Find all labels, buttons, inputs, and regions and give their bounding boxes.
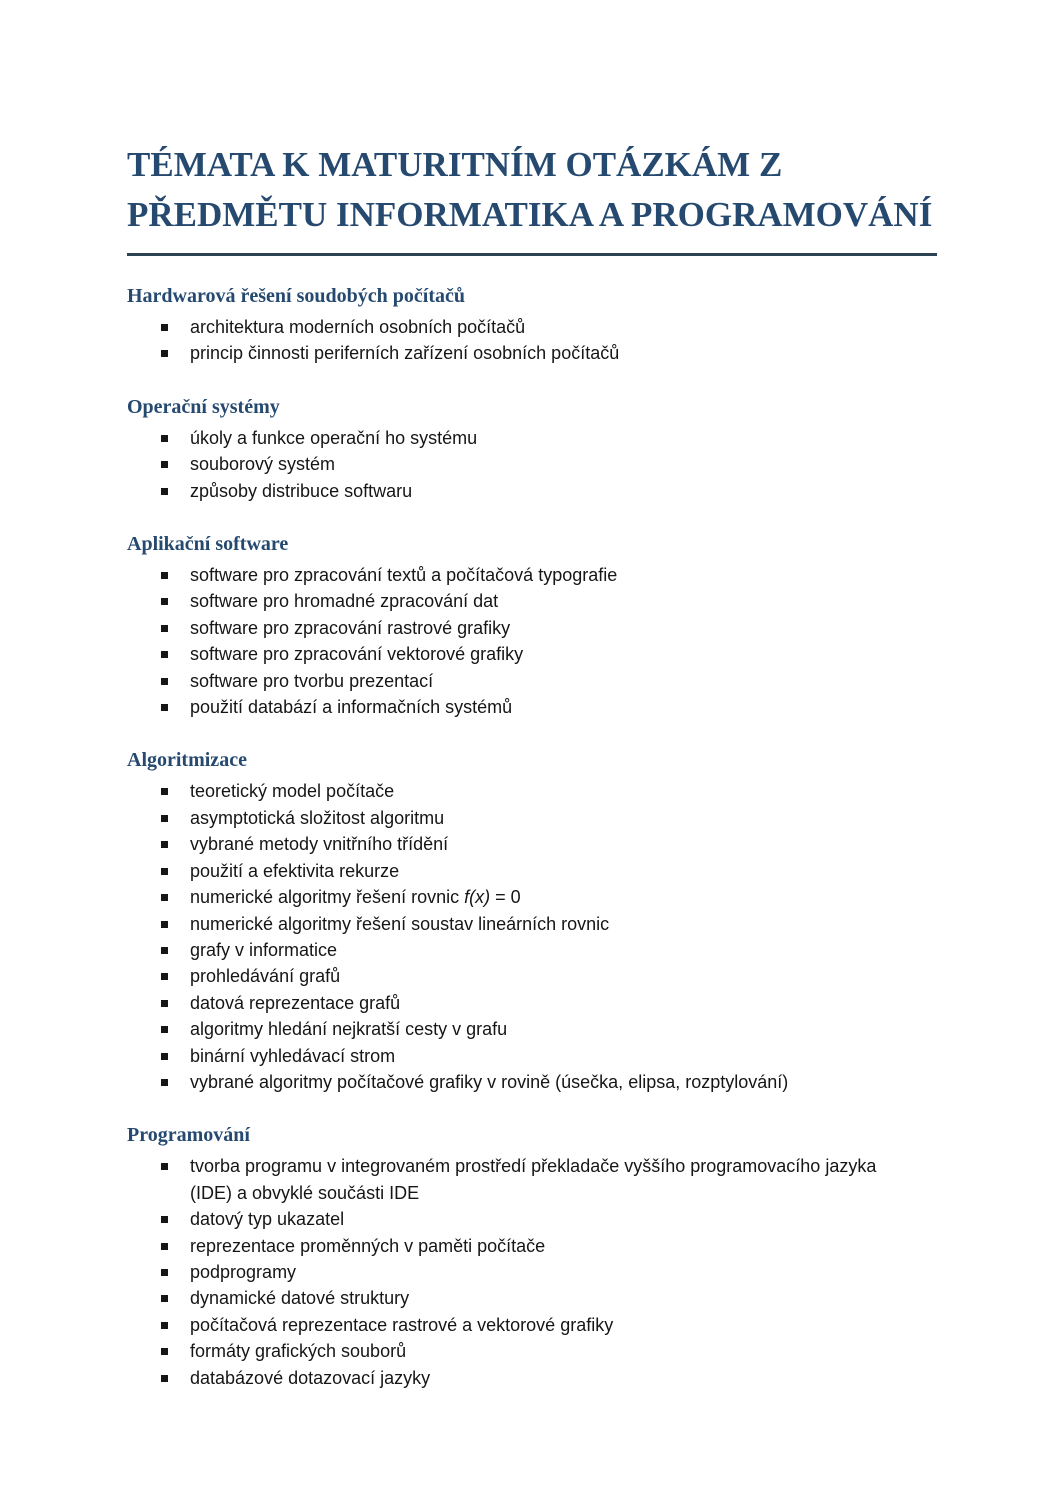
- section-programovani: [127, 1122, 937, 1391]
- list-item: [127, 1312, 937, 1338]
- title-rule-divider: [127, 253, 937, 256]
- bullet-icon: [161, 1163, 168, 1170]
- item-text: software pro zpracování vektorové grafiky: [190, 644, 524, 665]
- item-text: formáty grafických souborů: [190, 1341, 407, 1362]
- bullet-icon: [161, 651, 168, 658]
- bullet-icon: [161, 572, 168, 579]
- list-item: [127, 451, 937, 477]
- list-item: [127, 937, 937, 963]
- bullet-icon: [161, 868, 168, 875]
- bullet-icon: [161, 488, 168, 495]
- list-item: [127, 778, 937, 804]
- topic-list: [127, 425, 937, 504]
- item-text: způsoby distribuce softwaru: [190, 480, 413, 501]
- bullet-icon: [161, 1375, 168, 1382]
- list-item: [127, 1233, 937, 1259]
- equation-fx: f(x): [464, 887, 491, 908]
- item-text: dynamické datové struktury: [190, 1288, 410, 1309]
- list-item: [127, 858, 937, 884]
- topic-list: [127, 314, 937, 367]
- section-heading: Aplikační software: [127, 533, 289, 556]
- section-algoritmizace: [127, 747, 937, 1095]
- list-item: [127, 1069, 937, 1095]
- bullet-icon: [161, 350, 168, 357]
- item-text: asymptotická složitost algoritmu: [190, 807, 445, 828]
- item-text: databázové dotazovací jazyky: [190, 1367, 431, 1388]
- bullet-icon: [161, 704, 168, 711]
- list-item: [127, 478, 937, 504]
- item-text: úkoly a funkce operační ho systému: [190, 427, 478, 448]
- bullet-icon: [161, 678, 168, 685]
- item-text: princip činnosti periferních zařízení osobních počítačů: [190, 343, 620, 364]
- bullet-icon: [161, 788, 168, 795]
- list-item: [127, 588, 937, 614]
- list-item: [127, 425, 937, 451]
- item-text: binární vyhledávací strom: [190, 1045, 396, 1066]
- section-aplikacni-software: [127, 531, 937, 720]
- bullet-icon: [161, 1348, 168, 1355]
- list-item: [127, 911, 937, 937]
- section-heading: Programování: [127, 1124, 250, 1147]
- item-text: algoritmy hledání nejkratší cesty v grafu: [190, 1019, 508, 1040]
- bullet-icon: [161, 947, 168, 954]
- bullet-icon: [161, 815, 168, 822]
- item-text: použití a efektivita rekurze: [190, 860, 400, 881]
- list-item: [127, 831, 937, 857]
- list-item: [127, 694, 937, 720]
- item-text: grafy v informatice: [190, 939, 338, 960]
- bullet-icon: [161, 625, 168, 632]
- section-operacni-systemy: [127, 394, 937, 504]
- document-title: TÉMATA K MATURITNÍM OTÁZKÁM Z PŘEDMĚTU INFORMATIKA A PROGRAMOVÁNÍ: [127, 145, 933, 234]
- item-text: architektura moderních osobních počítačů: [190, 317, 526, 337]
- item-text: vybrané algoritmy počítačové grafiky v rovině (úsečka, elipsa, rozptylování): [190, 1071, 789, 1092]
- item-text: software pro hromadné zpracování dat: [190, 591, 499, 612]
- item-text: vybrané metody vnitřního třídění: [190, 834, 449, 855]
- bullet-icon: [161, 324, 168, 331]
- item-text: prohledávání grafů: [190, 966, 341, 987]
- item-text: numerické algoritmy řešení soustav lineárních rovnic: [190, 913, 610, 934]
- item-text: teoretický model počítače: [190, 781, 395, 802]
- list-item: [127, 562, 937, 588]
- bullet-icon: [161, 1026, 168, 1033]
- item-text: software pro tvorbu prezentací: [190, 670, 434, 691]
- topic-list: [127, 778, 937, 1095]
- bullet-icon: [161, 1079, 168, 1086]
- item-text: použití databází a informačních systémů: [190, 697, 513, 718]
- list-item: [127, 990, 937, 1016]
- item-text: software pro zpracování rastrové grafiky: [190, 617, 511, 638]
- bullet-icon: [161, 1000, 168, 1007]
- list-item: [127, 1338, 937, 1364]
- list-item: [127, 340, 937, 366]
- bullet-icon: [161, 841, 168, 848]
- list-item: [127, 641, 937, 667]
- bullet-icon: [161, 973, 168, 980]
- bullet-icon: [161, 1295, 168, 1302]
- equation-suffix: = 0: [490, 887, 521, 908]
- list-item: [127, 1206, 937, 1232]
- list-item: [127, 1259, 937, 1285]
- bullet-icon: [161, 598, 168, 605]
- item-text: software pro zpracování textů a počítačová typografie: [190, 565, 618, 586]
- list-item: [127, 1365, 937, 1391]
- list-item: [127, 668, 937, 694]
- bullet-icon: [161, 1243, 168, 1250]
- list-item: [127, 1285, 937, 1311]
- bullet-icon: [161, 894, 168, 901]
- equation-prefix: numerické algoritmy řešení rovnic: [190, 887, 465, 908]
- item-text: podprogramy: [190, 1261, 297, 1282]
- item-text: souborový systém: [190, 454, 336, 475]
- item-text: datový typ ukazatel: [190, 1209, 345, 1230]
- bullet-icon: [161, 1322, 168, 1329]
- bullet-icon: [161, 1269, 168, 1276]
- list-item: [127, 805, 937, 831]
- list-item: [127, 1043, 937, 1069]
- list-item-equation: [127, 884, 937, 910]
- list-item: [127, 615, 937, 641]
- section-heading: Hardwarová řešení soudobých počítačů: [127, 285, 465, 307]
- section-heading: Operační systémy: [127, 395, 280, 418]
- item-text: počítačová reprezentace rastrové a vektorové grafiky: [190, 1314, 614, 1335]
- list-item: [127, 963, 937, 989]
- item-text: reprezentace proměnných v paměti počítače: [190, 1235, 546, 1256]
- item-text: datová reprezentace grafů: [190, 992, 401, 1013]
- section-hardware: [127, 283, 937, 367]
- list-item: [127, 1016, 937, 1042]
- list-item: [127, 1153, 937, 1206]
- topic-list: [127, 1153, 937, 1391]
- item-text: tvorba programu v integrovaném prostředí překladače vyššího programovacího jazyka (IDE) a obvyklé součásti IDE: [190, 1156, 877, 1203]
- topic-list: [127, 562, 937, 720]
- bullet-icon: [161, 435, 168, 442]
- list-item: [127, 314, 937, 340]
- section-heading: Algoritmizace: [127, 749, 247, 772]
- bullet-icon: [161, 921, 168, 928]
- bullet-icon: [161, 461, 168, 468]
- bullet-icon: [161, 1216, 168, 1223]
- item-text: [190, 887, 521, 907]
- bullet-icon: [161, 1053, 168, 1060]
